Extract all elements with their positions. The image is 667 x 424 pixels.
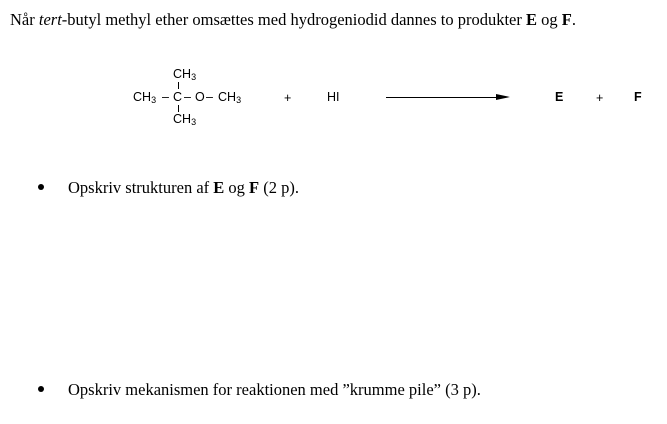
bullet-dot (38, 184, 44, 190)
reaction-arrow-line (386, 97, 498, 98)
reagent-hi: HI (327, 90, 340, 104)
bullet-text-2: Opskriv mekanismen for reaktionen med ”krumme pile” (3 p). (68, 380, 481, 399)
bullet-text-1a: Opskriv strukturen af (68, 178, 214, 197)
bullet-dot (38, 386, 44, 392)
product-e-label: E (555, 90, 564, 104)
left-methyl-group: $CH_3$ (133, 90, 157, 105)
reaction-arrow-head (496, 94, 510, 100)
intro-text-2: -butyl methyl ether omsættes med hydrogeniodid dannes to produkter (61, 10, 526, 29)
bullet-text-1b: og (224, 178, 250, 197)
bond-dash-1: – (162, 90, 169, 104)
plus-sign-1: + (284, 91, 292, 105)
intro-product-f: F (561, 10, 572, 29)
intro-text-4: . (571, 10, 576, 29)
problem-intro (10, 10, 660, 30)
oxygen-atom: O (195, 90, 205, 104)
bullet-item-structures (38, 178, 299, 198)
bullet-text-1c: (2 p). (259, 178, 299, 197)
intro-product-e: E (526, 10, 538, 29)
bottom-methyl-group: $CH_3$ (173, 112, 197, 127)
bullet-bold-e: E (213, 178, 225, 197)
intro-text-1: Når (10, 10, 39, 29)
intro-text-3: og (537, 10, 562, 29)
bullet-bold-f: F (249, 178, 260, 197)
top-methyl-group: $CH_3$ (173, 67, 197, 82)
reaction-scheme (0, 55, 667, 140)
bond-dash-2: – (184, 90, 191, 104)
plus-sign-2: + (596, 91, 604, 105)
bottom-bond (178, 105, 179, 112)
right-methyl-group: $CH_3$ (218, 90, 242, 105)
top-bond (178, 82, 179, 89)
bullet-item-mechanism (38, 380, 481, 400)
product-f-label: F (634, 90, 642, 104)
central-carbon: C (173, 90, 183, 104)
bond-dash-3: – (206, 90, 213, 104)
intro-italic-tert: tert (38, 10, 62, 29)
